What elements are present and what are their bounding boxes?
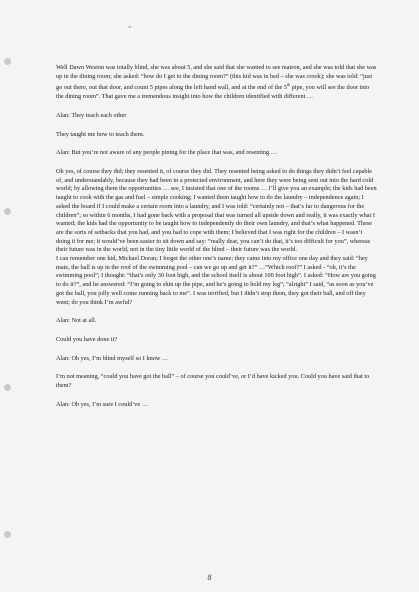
paragraph-alan-pining: Alan: But you’re not aware of any people pining for the place that was, and resenting … <box>56 149 277 157</box>
page-number: 8 <box>207 573 212 582</box>
top-mark: = <box>128 25 132 31</box>
punch-hole <box>4 58 11 65</box>
paragraph-resented: Oh yes, of course they did; they resented it, of course they did. They resented being asked to do things they didn’t feel capable of, and understandably, because they had been in a protected environment, and here they were being sent out into the hard cold world; by allowing them the opportunities … see, I insisted that one of the rooms … I’ll give you an example; the kids had been taught to cook with the gas and fuel – simple cooking; I wanted them taught how to do the laundry – independence again; I asked the board if I could make a certain room into a laundry, and I was told: “certainly not – that’s far to dangerous for the children”; so within 6 months, I had gone back with a proposal that was turned all upside down and really, it was exactly what I wanted; the kids had the opportunity to be taught how to independently do their own laundry, and that’s what happened. These are the sorts of setbacks that you had, and you had to cope with them; I believed that I was right for the children – I wasn’t doing it for me; it would’ve been easier to sit down and say: “really dear, you can’t do that, it’s too difficult for you”, whereas their future was in the world, not in the tiny little world of the blind – their future was the world. <box>56 168 377 254</box>
transcript-body <box>56 64 378 419</box>
punch-hole <box>4 531 11 538</box>
paragraph-could-you: Could you have done it? <box>56 335 118 343</box>
paragraph-dawn-weston: Well Dawn Weston was totally blind, she was about 5, and she said that she wanted to see matron, and she was told that she was up in the dining room; she asked: “how do I get to the dining room?” (this kid was in bed – she was crook); she was told: “just go out there, out that door, and count 5 pipes along the left hand wall, and at the end of the 5th pipe, you will see the door into the dining room”. That gave me a tremendous insight into how the children identified with different … <box>56 64 377 101</box>
punch-hole <box>4 384 11 391</box>
paragraph-alan-sure: Alan: Oh yes, I’m sure I could’ve … <box>56 400 148 408</box>
paragraph-alan-not-at-all: Alan: Not at all. <box>56 317 97 325</box>
paragraph-alan-teach: Alan: They teach each other <box>56 111 127 119</box>
paragraph-michael-doran: I can remember one kid, Michael Doran; I forget the other one’s name; they came into my office one day and they said: “hey mate, the ball is up in the roof of the swimming pool – can we go up and get it?” …“Which roof?” I asked - “oh, it’s the swimming pool”; I thought: “that’s only 30 foot high, and the school itself is about 100 foot high”. I asked: “How are you going to do it?”, and he answered: “I’m going to shin up the pipe, and he’s going to hold my leg”; “alright” I said, “as soon as you’ve got the ball, you jolly well come running back to me”. I was terrified, but I didn’t stop them, they got their ball, and off they went; do you think I’m awful? <box>56 255 376 306</box>
paragraph-alan-blind: Alan: Oh yes, I’m blind myself so I know … <box>56 354 169 362</box>
paragraph-taught-me: They taught me how to teach them. <box>56 130 145 138</box>
paragraph-not-meaning: I’m not meaning, “could you have got the ball” – of course you could’ve, or I’d have kicked you. Could you have said that to them? <box>56 373 370 390</box>
punch-hole <box>4 208 11 215</box>
